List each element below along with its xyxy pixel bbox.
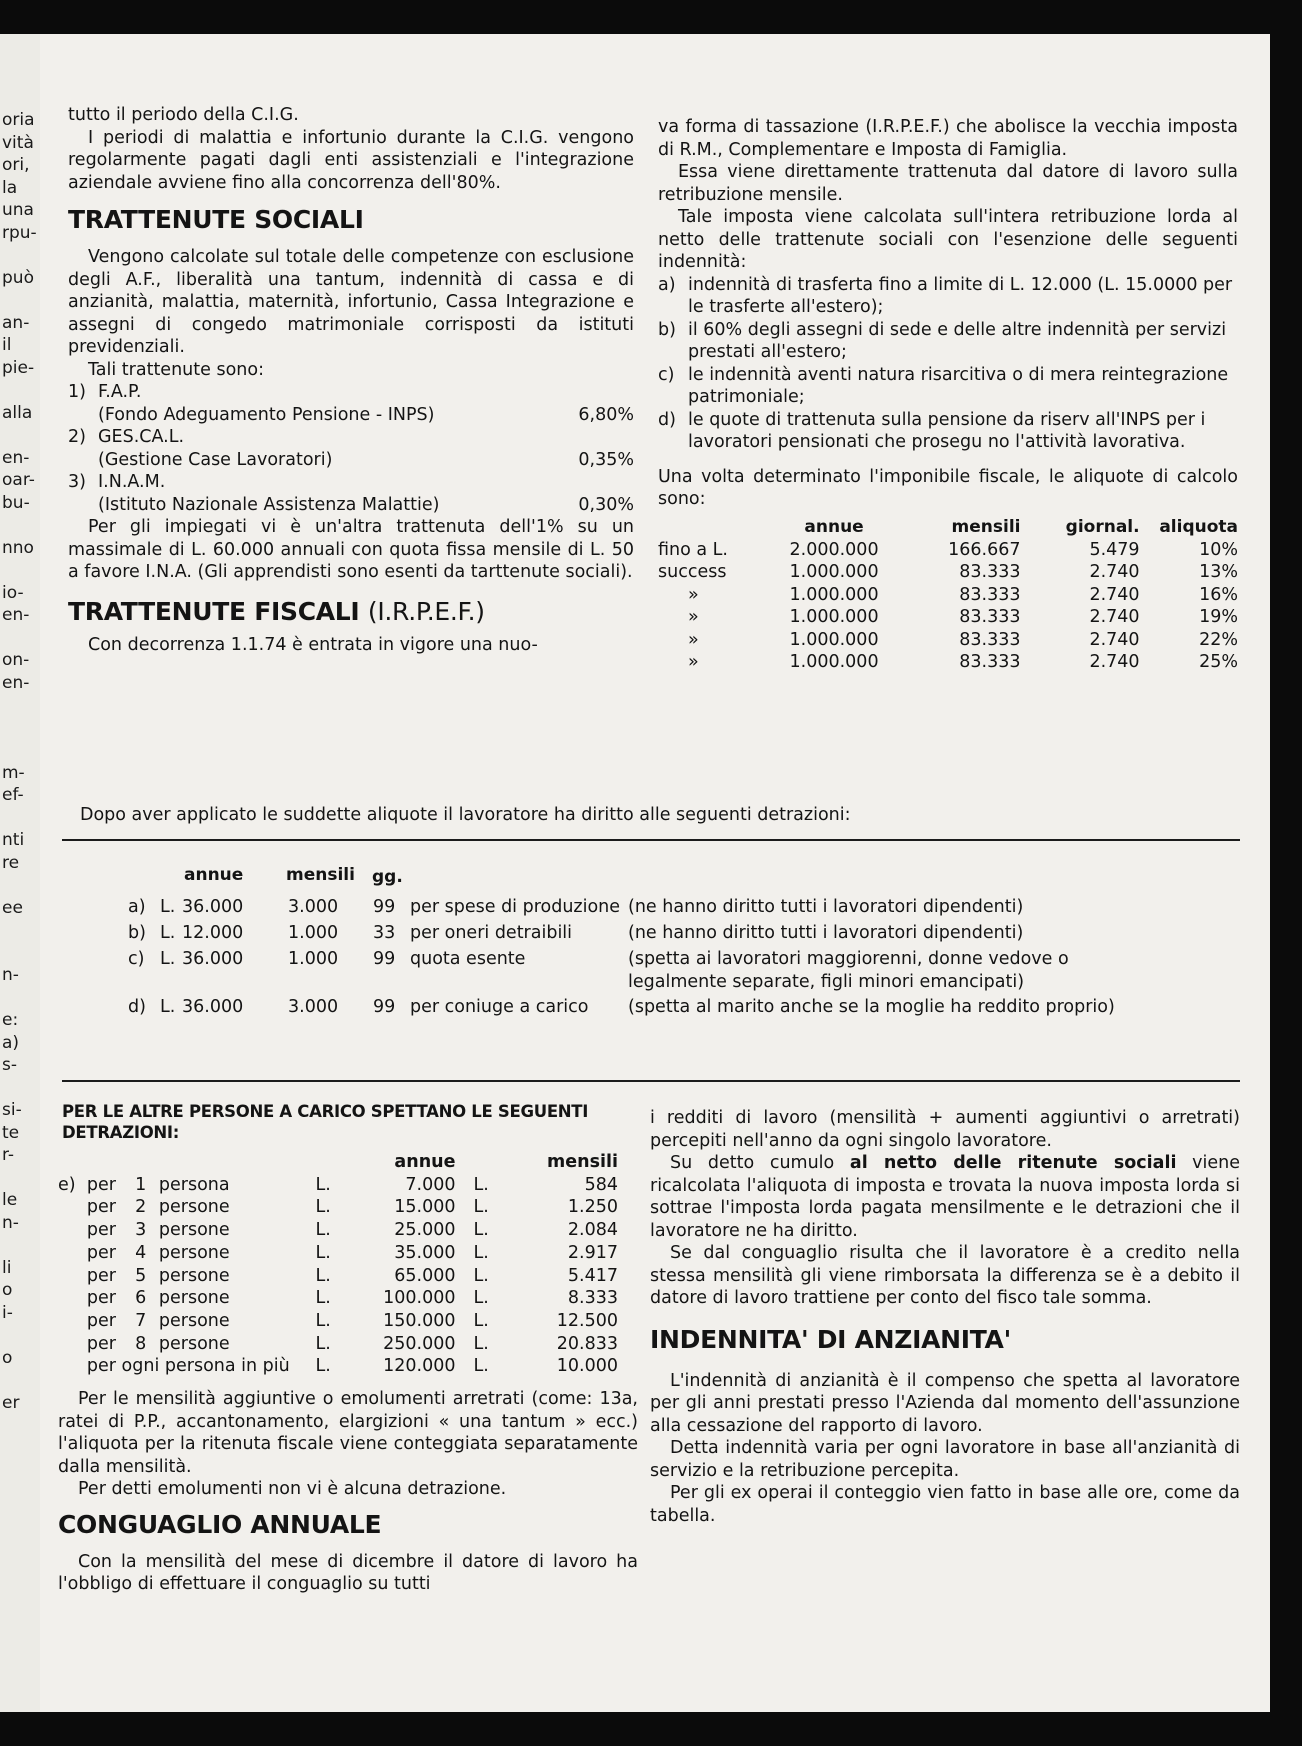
item-rate: 0,30% [578, 494, 634, 515]
table-cell-per: per [86, 1197, 116, 1218]
table-cell-per: per [86, 1333, 116, 1354]
fragment-text: en- [2, 672, 30, 693]
table-cell-annue: 1.000.000 [789, 562, 879, 582]
supplementary-text: Per le mensilità aggiuntive o emolumenti arretrati (come: 13a, ratei di P.P., accantonamento, elargizioni « una tantum » ecc.) l'aliquota per la ritenuta fiscale viene conteggiata separatamente dalla mensilità. [58, 1389, 638, 1477]
tax-rates-table [658, 515, 1238, 674]
table-cell-cur2: L. [473, 1197, 489, 1218]
persons-key [58, 1242, 87, 1265]
social-item-1 [68, 381, 634, 426]
item-number: 1) [68, 382, 86, 402]
fragment-text: te [2, 1122, 20, 1143]
deduction-desc: quota esente [410, 949, 526, 969]
table-cell-cur1: L. [315, 1197, 331, 1218]
table-cell-n: 3 [135, 1220, 147, 1241]
seniority-heading: INDENNITA' DI ANZIANITA' [650, 1324, 1011, 1354]
table-row [658, 629, 1238, 652]
social-deductions-heading: TRATTENUTE SOCIALI [68, 205, 364, 234]
item-description: (Fondo Adeguamento Pensione - INPS) [98, 404, 435, 425]
fragment-text: il [2, 335, 12, 355]
table-cell-cur1: L. [315, 1220, 331, 1241]
table-cell-cur2: L. [473, 1242, 489, 1263]
deduction-annue: 36.000 [182, 997, 244, 1017]
table-cell-label: » [688, 629, 699, 650]
table-cell-annue: 1.000.000 [789, 652, 879, 672]
intro-paragraph: I periodi di malattia e infortunio durante la C.I.G. vengono regolarmente pagati dagli enti assistenziali e l'integrazione aziendale avviene fino alla concorrenza dell'80%. [68, 127, 634, 193]
table-cell-per: per [86, 1220, 116, 1241]
deduction-annue: 36.000 [182, 949, 244, 969]
persons-key: e) [58, 1174, 76, 1195]
table-row [658, 606, 1238, 629]
deduction-cur: L. [160, 923, 176, 943]
table-cell-annue: 25.000 [394, 1220, 456, 1241]
item-name: F.A.P. [98, 382, 142, 402]
table-cell-annue: 65.000 [394, 1265, 456, 1286]
table-cell-label: fino a L. [658, 539, 728, 560]
table-cell-label: » [688, 652, 699, 672]
exemption-text: il 60% degli assegni di sede e delle altre indennità per servizi prestati all'estero; [688, 319, 1227, 362]
deduction-mensili: 3.000 [288, 897, 339, 917]
table-cell-n: 7 [135, 1310, 147, 1331]
table-cell-mensili: 20.833 [556, 1333, 618, 1354]
fragment-text: on- [2, 650, 30, 670]
column-header: gg. [372, 867, 403, 887]
table-row [658, 561, 1238, 584]
fragment-text: li [2, 1257, 12, 1278]
deduction-cur: L. [160, 949, 176, 969]
fragment-text: pie- [2, 357, 35, 378]
persons-key [58, 1219, 87, 1242]
deduction-mensili: 1.000 [288, 923, 339, 943]
table-cell-annue: 7.000 [405, 1174, 456, 1195]
fragment-text: s- [2, 1055, 17, 1075]
exemption-key: d) [658, 409, 676, 430]
fragment-text: si- [2, 1100, 22, 1120]
fiscal-deductions-text: Con decorrenza 1.1.74 è entrata in vigore una nuo- [88, 634, 538, 655]
deduction-key: a) [128, 897, 146, 917]
seniority-definition: L'indennità di anzianità è il compenso che spetta al lavoratore per gli anni prestati presso l'Azienda dal momento dell'assunzione alla cessazione del rapporto di lavoro. [650, 1370, 1240, 1436]
table-cell-per: per [86, 1242, 116, 1263]
divider-bottom [62, 1080, 1240, 1082]
table-cell-annue: 15.000 [394, 1197, 456, 1218]
column-header: mensili [286, 865, 355, 885]
fragment-text: o [2, 1280, 13, 1300]
fiscal-heading-suffix: (I.R.P.E.F.) [367, 596, 485, 626]
deduction-mensili: 3.000 [288, 997, 339, 1017]
table-row [58, 1310, 618, 1333]
social-deductions-text: Vengono calcolate sul totale delle competenze con esclusione degli A.F., liberalità una tantum, indennità di cassa e di anzianità, malattia, maternità, infortunio, Cassa Integrazione e assegni di congedo matrimoniale corrisposti da istituti previdenziali. [68, 247, 634, 357]
fragment-text: rpu- [2, 222, 37, 243]
table-cell-n: 8 [135, 1333, 147, 1354]
intro-line-1: tutto il periodo della C.I.G. [68, 105, 299, 125]
fragment-text: le [2, 1190, 18, 1210]
table-cell-mensili: 584 [584, 1174, 618, 1195]
deduction-mensili: 1.000 [288, 949, 339, 969]
table-row [658, 651, 1238, 674]
table-cell-n: 5 [135, 1265, 147, 1286]
column-header: annue [394, 1152, 456, 1172]
fragment-text: bu- [2, 492, 30, 513]
rates-intro: Una volta determinato l'imponibile fiscale, le aliquote di calcolo sono: [658, 466, 1238, 509]
table-cell-giornal: 2.740 [1089, 584, 1140, 605]
table-row [58, 1242, 618, 1265]
table-cell-cur2: L. [473, 1174, 489, 1195]
deduction-desc: per spese di produzione [410, 897, 621, 917]
credit-debit-text: Se dal conguaglio risulta che il lavoratore è a credito nella stessa mensilità gli viene rimborsata la differenza se è a debito il datore di lavoro trattiene per conto del fisco tale somma. [650, 1243, 1240, 1308]
deduction-desc: per coniuge a carico [410, 997, 589, 1017]
table-cell-giornal: 2.740 [1089, 607, 1140, 627]
table-row [58, 1196, 618, 1219]
fragment-text: la [2, 177, 18, 198]
table-cell-cur2: L. [473, 1333, 489, 1354]
table-cell-n: 2 [135, 1197, 147, 1218]
item-rate: 6,80% [578, 404, 634, 425]
table-header-row [58, 1151, 618, 1174]
fragment-text: en- [2, 605, 30, 625]
table-cell-per: per [86, 1265, 116, 1286]
table-cell-giornal: 2.740 [1089, 652, 1140, 672]
table-cell-cur1: L. [315, 1333, 331, 1354]
table-row [58, 1219, 618, 1242]
fiscal-heading-main: TRATTENUTE FISCALI [68, 596, 360, 626]
table-row [58, 1355, 618, 1378]
item-number: 3) [68, 472, 86, 492]
table-cell-annue: 1.000.000 [789, 607, 879, 627]
deduction-key: b) [128, 923, 146, 943]
table-cell-aliquota: 10% [1199, 539, 1238, 560]
item-name: I.N.A.M. [98, 472, 166, 492]
fragment-text: alla [2, 402, 33, 423]
fragment-text: n- [2, 965, 19, 985]
left-column [68, 104, 634, 656]
table-cell-annue: 250.000 [383, 1333, 456, 1354]
deductions-intro: Dopo aver applicato le suddette aliquote il lavoratore ha diritto alle seguenti detrazioni: [80, 805, 851, 825]
table-cell-mensili: 12.500 [556, 1310, 618, 1331]
table-cell-label: persone [158, 1242, 230, 1263]
no-deduction-text: Per detti emolumenti non vi è alcuna detrazione. [78, 1479, 507, 1500]
table-row [58, 1333, 618, 1356]
fragment-text: ef- [2, 785, 24, 805]
table-cell-label: persona [158, 1174, 230, 1195]
table-cell-cur2: L. [473, 1220, 489, 1241]
fragment-text: ori, [2, 155, 30, 175]
persons-key [58, 1310, 87, 1333]
social-list-intro: Tali trattenute sono: [88, 359, 264, 380]
seniority-variation: Detta indennità varia per ogni lavoratore in base all'anzianità di servizio e la retribuzione percepita. [650, 1438, 1240, 1481]
exemption-list [658, 274, 1238, 454]
table-cell-cur1: L. [315, 1242, 331, 1263]
exemption-key: c) [658, 364, 675, 385]
fragment-text: nno [2, 537, 34, 558]
table-cell-mensili: 5.417 [567, 1265, 618, 1286]
table-cell-annue: 120.000 [383, 1356, 456, 1377]
fragment-text: er [2, 1392, 20, 1413]
exemption-text: le indennità aventi natura risarcitiva o di mera reintegrazione patrimoniale; [688, 364, 1229, 407]
table-cell-n: 1 [135, 1174, 147, 1195]
recalculation-text [650, 1152, 1240, 1242]
text-part: viene ricalcolata l'aliquota di imposta e trovata la nuova imposta lorda si sottrae l'imposta lorda pagata mensilmente e le detrazioni che il lavoratore ne ha diritto. [650, 1153, 1240, 1241]
persons-table [58, 1151, 618, 1378]
table-cell-mensili: 83.333 [959, 652, 1021, 672]
persons-key [58, 1287, 87, 1310]
table-cell-giornal: 5.479 [1089, 539, 1140, 560]
deduction-note: (spetta ai lavoratori maggiorenni, donne vedove o legalmente separate, figli minori emancipati) [628, 949, 1069, 992]
fiscal-deductions-heading [68, 596, 634, 628]
seniority-column [650, 1107, 1240, 1527]
table-cell-label: persone [158, 1333, 230, 1354]
table-cell-label: » [688, 584, 699, 605]
deduction-key: c) [128, 949, 145, 969]
fragment-text: a) [2, 1032, 20, 1053]
column-header: annue [804, 516, 864, 537]
deduction-gg: 99 [373, 997, 396, 1017]
adjustment-continuation: i redditi di lavoro (mensilità + aumenti aggiuntivi o arretrati) percepiti nell'anno da ogni singolo lavoratore. [650, 1108, 1240, 1151]
fragment-text: ee [2, 897, 23, 918]
right-column [658, 116, 1238, 674]
deduction-gg: 99 [373, 897, 396, 917]
table-cell-giornal: 2.740 [1089, 629, 1140, 650]
table-cell-cur1: L. [315, 1356, 331, 1377]
deduction-key: d) [128, 997, 146, 1017]
table-cell-cur1: L. [315, 1174, 331, 1195]
table-cell-n: 6 [135, 1288, 147, 1309]
table-cell-label: persone [158, 1288, 230, 1309]
table-row [58, 1174, 618, 1197]
social-deductions-footer: Per gli impiegati vi è un'altra trattenuta dell'1% su un massimale di L. 60.000 annuali con quota fissa mensile di L. 50 a favore I.N.A. (Gli apprendisti sono esenti da tarttenute sociali). [68, 517, 634, 582]
exemption-text: le quote di trattenuta sulla pensione da riserv all'INPS per i lavoratori pensionati che prosegu no l'attività lavorativa. [688, 409, 1206, 452]
table-cell-per: per [86, 1310, 116, 1331]
table-cell-annue: 35.000 [394, 1242, 456, 1263]
column-header: aliquota [1159, 516, 1238, 537]
fragment-text: r- [2, 1145, 15, 1165]
persons-heading: PER LE ALTRE PERSONE A CARICO SPETTANO LE SEGUENTI DETRAZIONI: [62, 1102, 589, 1142]
deduction-note: (ne hanno diritto tutti i lavoratori dipendenti) [628, 897, 1024, 917]
persons-key [58, 1196, 87, 1219]
table-cell-label: persone [158, 1310, 230, 1331]
item-description: (Istituto Nazionale Assistenza Malattie) [98, 494, 440, 515]
exemption-key: a) [658, 274, 676, 295]
table-cell-mensili: 2.084 [567, 1220, 618, 1241]
text-emphasis: al netto delle ritenute sociali [849, 1153, 1177, 1173]
fragment-text: oar- [2, 470, 35, 490]
exemption-item [658, 409, 1238, 454]
table-cell-label: persone [158, 1197, 230, 1218]
table-cell-annue: 1.000.000 [789, 629, 879, 650]
fiscal-continuation: va forma di tassazione (I.R.P.E.F.) che abolisce la vecchia imposta di R.M., Complementare e Imposta di Famiglia. [658, 117, 1238, 160]
table-cell-aliquota: 22% [1199, 629, 1238, 650]
table-cell-mensili: 1.250 [567, 1197, 618, 1218]
fragment-text: n- [2, 1212, 19, 1233]
table-cell-giornal: 2.740 [1089, 562, 1140, 582]
table-cell-annue: 2.000.000 [789, 539, 879, 560]
exemption-key: b) [658, 319, 676, 340]
item-number: 2) [68, 427, 86, 447]
table-cell-aliquota: 13% [1199, 562, 1238, 582]
exemption-item [658, 364, 1238, 409]
deduction-cur: L. [160, 997, 176, 1017]
column-header: annue [184, 865, 244, 885]
table-cell-mensili: 83.333 [959, 584, 1021, 605]
table-cell-label: persone [158, 1265, 230, 1286]
table-cell-cur1: L. [315, 1288, 331, 1309]
column-header: mensili [547, 1152, 618, 1172]
fragment-text: an- [2, 312, 30, 333]
table-cell-per: per [86, 1174, 116, 1195]
deduction-note: (spetta al marito anche se la moglie ha reddito proprio) [628, 997, 1115, 1017]
table-cell-mensili: 83.333 [959, 629, 1021, 650]
item-description: (Gestione Case Lavoratori) [98, 449, 333, 470]
deduction-cur: L. [160, 897, 176, 917]
table-row [58, 1287, 618, 1310]
table-cell-mensili: 83.333 [959, 562, 1021, 582]
table-cell-aliquota: 16% [1199, 584, 1238, 605]
deduction-desc: per oneri detraibili [410, 923, 573, 943]
deduction-gg: 99 [373, 949, 396, 969]
deduction-annue: 12.000 [182, 923, 244, 943]
table-cell-cur2: L. [473, 1265, 489, 1286]
column-header: giornal. [1065, 516, 1140, 537]
table-row [658, 539, 1238, 562]
extra-person-label: per ogni persona in più [86, 1356, 290, 1377]
persons-key [58, 1333, 87, 1356]
item-name: GES.CA.L. [98, 427, 185, 447]
divider-top [62, 839, 1240, 841]
table-cell-mensili: 8.333 [567, 1288, 618, 1309]
fragment-text: vità [2, 132, 34, 153]
exemption-item [658, 274, 1238, 319]
table-cell-n: 4 [135, 1242, 147, 1263]
exemption-item [658, 319, 1238, 364]
table-cell-label: » [688, 607, 699, 627]
fragment-text: en- [2, 447, 30, 468]
fragment-text: può [2, 267, 34, 288]
fragment-text: una [2, 200, 34, 220]
table-cell-mensili: 166.667 [948, 539, 1021, 560]
social-item-2 [68, 426, 634, 471]
column-header: mensili [951, 516, 1021, 537]
adjacent-page-strip [0, 34, 40, 1712]
fiscal-calculation-text: Tale imposta viene calcolata sull'intera retribuzione lorda al netto delle trattenute sociali con l'esenzione delle seguenti indennità: [658, 207, 1238, 272]
table-cell-aliquota: 25% [1199, 652, 1238, 672]
table-cell-per: per [86, 1288, 116, 1309]
table-cell-cur2: L. [473, 1356, 489, 1377]
deduction-gg: 33 [373, 923, 396, 943]
table-row [58, 1265, 618, 1288]
fragment-text: oria [2, 110, 35, 130]
annual-adjustment-heading: CONGUAGLIO ANNUALE [58, 1509, 382, 1539]
deduction-annue: 36.000 [182, 897, 244, 917]
table-cell-annue: 1.000.000 [789, 584, 879, 605]
annual-adjustment-text: Con la mensilità del mese di dicembre il datore di lavoro ha l'obbligo di effettuare il conguaglio su tutti [58, 1551, 638, 1595]
persons-column [58, 1101, 638, 1596]
text-part: Su detto cumulo [670, 1153, 850, 1173]
fiscal-withholding-text: Essa viene direttamente trattenuta dal datore di lavoro sulla retribuzione mensile. [658, 162, 1238, 205]
seniority-calculation: Per gli ex operai il conteggio vien fatto in base alle ore, come da tabella. [650, 1483, 1240, 1526]
table-cell-mensili: 83.333 [959, 607, 1021, 627]
table-cell-cur1: L. [315, 1310, 331, 1331]
social-item-3 [68, 471, 634, 516]
table-cell-label: success [658, 562, 727, 582]
fragment-text: io- [2, 582, 24, 603]
fragment-text: o [2, 1347, 13, 1368]
deduction-note: (ne hanno diritto tutti i lavoratori dipendenti) [628, 923, 1024, 943]
table-row [658, 584, 1238, 607]
table-cell-annue: 150.000 [383, 1310, 456, 1331]
table-cell-annue: 100.000 [383, 1288, 456, 1309]
table-header-row [658, 515, 1238, 539]
table-cell-aliquota: 19% [1199, 607, 1238, 627]
table-cell-cur2: L. [473, 1288, 489, 1309]
exemption-text: indennità di trasferta fino a limite di L. 12.000 (L. 15.0000 per le trasferte all'estero); [688, 274, 1233, 317]
table-cell-label: persone [158, 1220, 230, 1241]
fragment-text: nti [2, 830, 25, 850]
fragment-text: i- [2, 1302, 13, 1323]
table-cell-mensili: 10.000 [556, 1356, 618, 1377]
item-rate: 0,35% [578, 449, 634, 470]
table-cell-cur1: L. [315, 1265, 331, 1286]
persons-key [58, 1265, 87, 1288]
fragment-text: m- [2, 762, 25, 783]
fragment-text: e: [2, 1010, 19, 1030]
table-cell-cur2: L. [473, 1310, 489, 1331]
document-page [40, 34, 1270, 1712]
fragment-text: re [2, 852, 20, 873]
table-cell-mensili: 2.917 [567, 1242, 618, 1263]
